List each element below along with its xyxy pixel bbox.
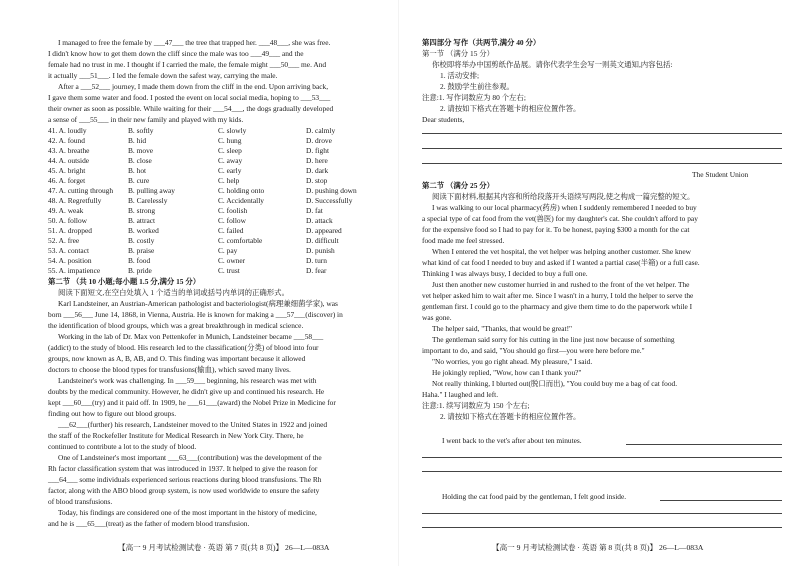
option-c: C. sleep bbox=[218, 146, 242, 155]
option-b: B. pride bbox=[128, 266, 152, 275]
passage-line: gentleman first. I could go to the pharmacy and give them time to do the paperwork while I bbox=[422, 302, 693, 311]
passage-line: Thinking I was always busy, I decided to buy a full one. bbox=[422, 269, 588, 278]
option-a: 42. A. found bbox=[48, 136, 85, 145]
passage-line: important to do, and said, "You should go first—you were here before me." bbox=[422, 346, 645, 355]
option-c: C. away bbox=[218, 156, 243, 165]
option-d: D. fear bbox=[306, 266, 327, 275]
option-d: D. here bbox=[306, 156, 328, 165]
passage-line: Rh factor classification system that was introduced in 1937. It helped to give the reason for bbox=[48, 464, 318, 473]
option-d: D. attack bbox=[306, 216, 333, 225]
option-b: B. praise bbox=[128, 246, 155, 255]
passage-line: born ___56___ June 14, 1868, in Vienna, Austria. He is known for making a ___57___(discover) in bbox=[48, 310, 343, 319]
continuation-prompt-2: Holding the cat food paid by the gentleman, I felt good inside. bbox=[442, 492, 627, 501]
section1-heading: 第一节 （满分 15 分） bbox=[422, 49, 495, 58]
option-a: 47. A. cutting through bbox=[48, 186, 114, 195]
passage-line: doctors to choose the blood types for transfusions(输血), which saved many lives. bbox=[48, 365, 291, 374]
passage-line: factor, along with the ABO blood group system, is now used worldwide to ensure the safety bbox=[48, 486, 320, 495]
option-d: D. pushing down bbox=[306, 186, 357, 195]
option-a: 46. A. forget bbox=[48, 176, 86, 185]
answer-line bbox=[422, 471, 782, 472]
passage-line: He jokingly replied, "Wow, how can I thank you?" bbox=[432, 368, 582, 377]
option-a: 54. A. position bbox=[48, 256, 92, 265]
passage-line: a sense of ___55___ in their new family and played with my kids. bbox=[48, 115, 244, 124]
option-b: B. worked bbox=[128, 226, 159, 235]
passage-line: of blood transfusions. bbox=[48, 497, 113, 506]
option-c: C. early bbox=[218, 166, 242, 175]
part4-heading: 第四部分 写作（共两节,满分 40 分） bbox=[422, 38, 541, 47]
option-b: B. softly bbox=[128, 126, 154, 135]
option-d: D. difficult bbox=[306, 236, 339, 245]
option-d: D. turn bbox=[306, 256, 327, 265]
section2-instruction: 阅读下面材料,根据其内容和所给段落开头语续写两段,使之构成一篇完整的短文。 bbox=[432, 192, 695, 201]
option-c: C. Accidentally bbox=[218, 196, 264, 205]
option-a: 43. A. breathe bbox=[48, 146, 90, 155]
passage-line: The gentleman said sorry for his cutting in the line just now because of something bbox=[432, 335, 675, 344]
passage-line: (addict) to the study of blood. His research led to the classification(分类) of blood into four bbox=[48, 343, 319, 352]
note-line: 注意:1. 续写词数应为 150 个左右; bbox=[422, 401, 530, 410]
passage-line: their owner as soon as possible. While waiting for their ___54___, the dogs gradually developed bbox=[48, 104, 334, 113]
passage-line: it actually ___51___. I led the female down the safest way, carrying the male. bbox=[48, 71, 278, 80]
task-line: 2. 请按如下格式在答题卡的相应位置作答。 bbox=[440, 104, 581, 113]
option-b: B. strong bbox=[128, 206, 156, 215]
option-a: 55. A. impatience bbox=[48, 266, 101, 275]
answer-line bbox=[660, 500, 782, 501]
option-d: D. fat bbox=[306, 206, 323, 215]
option-c: C. comfortable bbox=[218, 236, 263, 245]
answer-line bbox=[422, 148, 782, 149]
option-b: B. move bbox=[128, 146, 154, 155]
option-a: 41. A. loudly bbox=[48, 126, 87, 135]
passage-line: Just then another new customer hurried in and rushed to the front of the vet helper. The bbox=[432, 280, 690, 289]
option-a: 53. A. contact bbox=[48, 246, 90, 255]
option-c: C. failed bbox=[218, 226, 244, 235]
passage-line: the identification of blood groups, which was a great breakthrough in medical science. bbox=[48, 321, 304, 330]
passage-line: When I entered the vet hospital, the vet helper was helping another customer. She knew bbox=[432, 247, 692, 256]
option-b: B. Carelessly bbox=[128, 196, 168, 205]
passage-line: I was walking to our local pharmacy(药房) when I suddenly remembered I needed to buy bbox=[432, 203, 697, 212]
section2-heading: 第二节 （满分 25 分） bbox=[422, 181, 495, 190]
answer-line bbox=[626, 444, 782, 445]
option-c: C. slowly bbox=[218, 126, 247, 135]
answer-line bbox=[422, 513, 782, 514]
passage-line: After a ___52___ journey, I made them down from the cliff in the end. Upon arriving back, bbox=[58, 82, 329, 91]
passage-line: ___64___ some individuals experienced serious reactions during blood transfusions. The Rh bbox=[48, 475, 322, 484]
option-b: B. hid bbox=[128, 136, 147, 145]
passage-line: a special type of cat food from the vet(兽医) for my daughter's cat. She couldn't afford to pay bbox=[422, 214, 698, 223]
option-c: C. owner bbox=[218, 256, 246, 265]
passage-line: doubts by the medical community. However, he didn't give up and continued his research. He bbox=[48, 387, 325, 396]
passage-line: groups, now known as A, B, AB, and O. This finding was important because it allowed bbox=[48, 354, 306, 363]
option-b: B. costly bbox=[128, 236, 155, 245]
passage-line: and he is ___65___(treat) as the father of modern blood transfusion. bbox=[48, 519, 250, 528]
answer-line bbox=[422, 133, 782, 134]
passage-line: The helper said, "Thanks, that would be great!" bbox=[432, 324, 573, 333]
page-footer: 【高一 9 月考试检测试卷 · 英语 第 7 页(共 8 页)】 26—L—083A bbox=[118, 543, 330, 552]
passage-line: vet helper asked him to wait after me. Since I wasn't in a hurry, I told the helper to serve the bbox=[422, 291, 694, 300]
option-b: B. close bbox=[128, 156, 152, 165]
signature: The Student Union bbox=[692, 170, 749, 179]
passage-line: Working in the lab of Dr. Max von Pettenkofer in Munich, Landsteiner became ___58___ bbox=[58, 332, 324, 341]
passage-line: ___62___(further) his research, Landsteiner moved to the United States in 1922 and joined bbox=[58, 420, 328, 429]
passage-line: for the expensive food so I had to pay for it. To be honest, paying $300 a month for the cat bbox=[422, 225, 690, 234]
passage-line: finding out how to figure out blood groups. bbox=[48, 409, 177, 418]
option-a: 50. A. follow bbox=[48, 216, 88, 225]
option-b: B. hot bbox=[128, 166, 147, 175]
option-b: B. attract bbox=[128, 216, 156, 225]
option-d: D. Successfully bbox=[306, 196, 353, 205]
option-d: D. stop bbox=[306, 176, 328, 185]
task-line: 1. 活动安排; bbox=[440, 71, 480, 80]
page-footer: 【高一 9 月考试检测试卷 · 英语 第 8 页(共 8 页)】 26—L—083A bbox=[492, 543, 704, 552]
task-line: 你校即将举办中国剪纸作品展。请你代表学生会写一则英文通知,内容包括: bbox=[432, 60, 673, 69]
option-d: D. appeared bbox=[306, 226, 342, 235]
option-d: D. drove bbox=[306, 136, 332, 145]
task-line: 2. 鼓励学生前往参观。 bbox=[440, 82, 514, 91]
passage-line: was gone. bbox=[422, 313, 452, 322]
option-a: 48. A. Regretfully bbox=[48, 196, 102, 205]
option-d: D. dark bbox=[306, 166, 329, 175]
option-a: 44. A. outside bbox=[48, 156, 90, 165]
passage-line: food made me feel stressed. bbox=[422, 236, 505, 245]
passage-line: Haha." I laughed and left. bbox=[422, 390, 499, 399]
passage-line: "No worries, you go right ahead. My pleasure," I said. bbox=[432, 357, 593, 366]
passage-line: I gave them some water and food. I posted the event on local social media, hoping to ___53___ bbox=[48, 93, 331, 102]
passage-line: kept ___60___(try) and it paid off. In 1909, he ___61___(award) the Nobel Prize in Medicine for bbox=[48, 398, 336, 407]
option-c: C. holding onto bbox=[218, 186, 265, 195]
option-c: C. help bbox=[218, 176, 240, 185]
passage-line: Not really thinking, I blurted out(脱口而出), "You could buy me a bag of cat food. bbox=[432, 379, 678, 388]
passage-line: female had no trust in me. I thought if I carried the male, the female might ___50___ me. And bbox=[48, 60, 327, 69]
passage-line: Today, his findings are considered one of the most important in the history of medicine, bbox=[58, 508, 317, 517]
passage-line: Karl Landsteiner, an Austrian-American pathologist and bacteriologist(病理兼细菌学家), was bbox=[58, 299, 338, 308]
option-c: C. foolish bbox=[218, 206, 248, 215]
section2-instruction: 阅读下面短文,在空白处填入 1 个适当的单词或括号内单词的正确形式。 bbox=[58, 288, 289, 297]
option-b: B. pulling away bbox=[128, 186, 176, 195]
passage-line: One of Landsteiner's most important ___63___(contribution) was the development of the bbox=[58, 453, 322, 462]
note-line: 2. 请按如下格式在答题卡的相应位置作答。 bbox=[440, 412, 581, 421]
passage-line: what kind of cat food I needed to buy and asked if I wanted a partial case(半箱) or a full case. bbox=[422, 258, 700, 267]
passage-line: the staff of the Rockefeller Institute for Medical Research in New York City. There, he bbox=[48, 431, 304, 440]
section2-heading: 第二节 （共 10 小题;每小题 1.5 分,满分 15 分） bbox=[48, 277, 201, 286]
passage-line: I didn't know how to get them down the cliff since the male was too ___49___ and the bbox=[48, 49, 304, 58]
answer-line bbox=[422, 163, 782, 164]
option-c: C. pay bbox=[218, 246, 238, 255]
passage-line: I managed to free the female by ___47___ the tree that trapped her. ___48___, she was free. bbox=[58, 38, 331, 47]
exam-page-8 bbox=[400, 0, 800, 566]
option-a: 52. A. free bbox=[48, 236, 80, 245]
option-d: D. fight bbox=[306, 146, 329, 155]
salutation: Dear students, bbox=[422, 115, 465, 124]
option-c: C. hung bbox=[218, 136, 242, 145]
task-line: 注意:1. 写作词数应为 80 个左右; bbox=[422, 93, 526, 102]
passage-line: continued to contribute a lot to the study of blood. bbox=[48, 442, 197, 451]
answer-line bbox=[422, 457, 782, 458]
option-a: 51. A. dropped bbox=[48, 226, 92, 235]
answer-line bbox=[422, 527, 782, 528]
option-d: D. calmly bbox=[306, 126, 336, 135]
option-b: B. cure bbox=[128, 176, 150, 185]
option-b: B. food bbox=[128, 256, 151, 265]
option-c: C. trust bbox=[218, 266, 240, 275]
option-d: D. punish bbox=[306, 246, 335, 255]
option-a: 49. A. weak bbox=[48, 206, 84, 215]
option-c: C. follow bbox=[218, 216, 246, 225]
continuation-prompt-1: I went back to the vet's after about ten minutes. bbox=[442, 436, 582, 445]
passage-line: Landsteiner's work was challenging. In ___59___ beginning, his research was met with bbox=[58, 376, 317, 385]
option-a: 45. A. bright bbox=[48, 166, 86, 175]
